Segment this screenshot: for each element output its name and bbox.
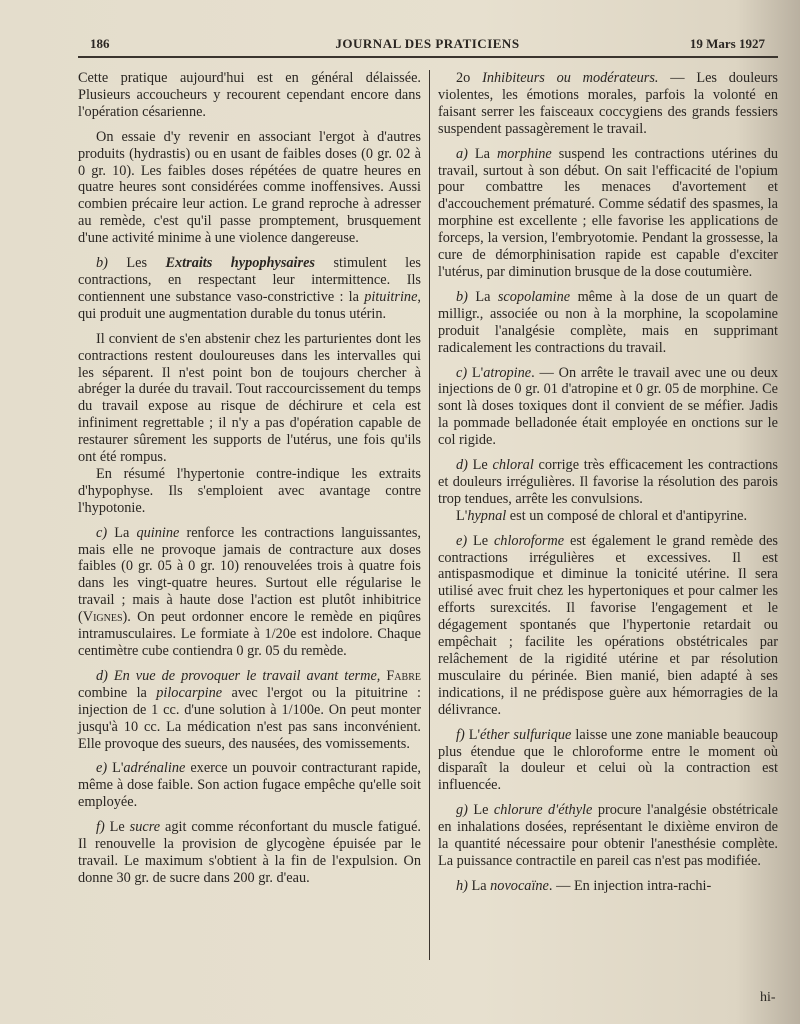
- paragraph-f-ether: f) L'éther sulfurique laisse une zone maniable beaucoup plus étendue que le chloroforme entre le moment où disparaît la douleur et celui où la contraction est influencée.: [438, 726, 778, 794]
- lead-in: En vue de provoquer le travail avant terme,: [113, 667, 381, 684]
- paragraph-a-morphine: a) La morphine suspend les contractions utérines du travail, surtout à son début. On sait l'efficacité de l'opium pour combattre les menaces d'avortement et d'accouchement prématuré. Comme sédatif des spasmes, la morphine est excellente ; elle favorise les applications de forceps, la version, l'embryotomie. Pendant la grossesse, la cure de démorphinisation rapide est capable d'exciter l'utérus, par diminution brusque de la dose coutumière.: [438, 145, 778, 280]
- term: atropine: [483, 364, 532, 381]
- author-name: Fabre: [386, 667, 421, 684]
- term: sucre: [129, 819, 161, 836]
- running-header: [90, 36, 765, 56]
- paragraph-e-chloroforme: e) Le chloroforme est également le grand remède des contractions irrégulières et excessives. Il est antispasmodique et diminue la tonicité utérine. Il sera utilisé avec fruit chez les hypertoniques et pour calmer les efforts surexcités. Il favorise l'engagement et le dégagement spontanés que l'hypertonie retardait ou empêchait ; facilite les opérations obstétricales par relâchement de la rigidité utérine et par résolution musculaire du périnée. Bien manié, bien adapté à ses indications, il ne prédispose guère aux hémorragies de la délivrance.: [438, 532, 778, 718]
- term: pilocarpine: [156, 684, 223, 701]
- item-letter: c): [456, 364, 468, 381]
- paragraph-h-novocaine: h) La novocaïne. — En injection intra-rachi-: [456, 877, 712, 894]
- term: éther sulfurique: [480, 726, 572, 743]
- term: Extraits hypophysaires: [165, 255, 315, 272]
- continued-fragment: hi-: [760, 990, 776, 1005]
- item-letter: b): [456, 288, 468, 305]
- item-letter: f): [96, 819, 105, 836]
- term: hypnal: [467, 507, 507, 524]
- paragraph-c-quinine: c) La quinine renforce les contractions languissantes, mais elle ne provoque jamais de contracture aux doses faibles (0 gr. 05 à 0 gr. 10) renouvelées trois à quatre fois dans les vingt-quatre heures. Surtout elle régularise le travail ; mais à haute dose l'action est plutôt inhibitrice (Vignes). On peut ordonner encore le remède en piqûres intramusculaires. Le formiate à 1/20e est indolore. Chaque centimètre cube contiendra 0 gr. 05 du remède.: [78, 524, 421, 659]
- paragraph: En résumé l'hypertonie contre-indique les extraits d'hypophyse. Ils s'emploient avec avantage contre l'hypotonie.: [78, 465, 421, 516]
- item-letter: h): [456, 877, 468, 894]
- paragraph-f-sucre: f) Le sucre agit comme réconfortant du muscle fatigué. Il renouvelle la provision de glycogène épuisée par le travail. Le maximum s'obtient à la fin de l'expulsion. On donne 30 gr. de sucre dans 200 gr. d'eau.: [78, 819, 421, 886]
- section-title: Inhibiteurs ou modérateurs.: [482, 70, 659, 86]
- author-name: Vignes: [82, 609, 123, 626]
- paragraph-b-scopolamine: b) La scopolamine même à la dose de un quart de milligr., associée ou non à la morphine, la scopolamine produit l'analgésie complète, mais en supprimant radicalement les contractions du travail.: [438, 288, 778, 356]
- term: novocaïne: [490, 877, 549, 894]
- paragraph: On essaie d'y revenir en associant l'ergot à d'autres produits (hydrastis) ou en usant de faibles doses (0 gr. 02 à 0 gr. 10). Les faibles doses répétées de quatre heures en quatre heures sont considérées comme inoffensives. Aussi combien précaire leur action. Le grand reproche à adresser au remède, c'est qu'il passe promptement, brusquement d'une activité minime à une violence dangereuse.: [78, 128, 421, 247]
- right-column: [438, 70, 778, 903]
- paragraph-e-adrenaline: e) L'adrénaline exerce un pouvoir contracturant rapide, même à dose faible. Son action fugace empêche qu'elle soit employée.: [78, 760, 421, 811]
- item-letter: c): [96, 524, 108, 541]
- term: chlorure d'éthyle: [493, 802, 593, 819]
- term: scopolamine: [497, 288, 571, 305]
- term: chloroforme: [493, 532, 565, 549]
- journal-title: JOURNAL DES PRATICIENS: [335, 36, 520, 51]
- header-rule: [78, 56, 778, 58]
- item-letter: f): [456, 726, 465, 743]
- paragraph-g-chlorure-ethyle: g) Le chlorure d'éthyle procure l'analgésie obstétricale en inhalations dosées, représentant le dixième environ de la quantité nécessaire pour obtenir l'anesthésie complète. La puissance contractile en pareil cas n'est pas modifiée.: [438, 802, 778, 869]
- item-letter: d): [456, 457, 468, 474]
- section-number: 2o: [456, 70, 471, 86]
- item-letter: a): [456, 145, 468, 162]
- paragraph-c-atropine: c) L'atropine. — On arrête le travail avec une ou deux injections de 0 gr. 01 d'atropine et 0 gr. 05 de morphine. Ce sont là doses toxiques dont il convient de se méfier. Jadis la pommade belladonée était employée en onctions sur le col rigide.: [438, 364, 779, 449]
- term: quinine: [136, 524, 180, 541]
- term: morphine: [496, 145, 552, 162]
- paragraph-hypnal: L'hypnal est un composé de chloral et d'antipyrine.: [456, 507, 748, 524]
- paragraph-d-pilocarpine: d) En vue de provoquer le travail avant terme, Fabre combine la pilocarpine avec l'ergot ou la pituitrine : injection de 1 cc. d'une solution à 1/100e. On peut monter jusqu'à 10 cc. La médication n'est pas sans inconvénient. Elle provoque des sueurs, des nausées, des vomissements.: [78, 667, 421, 752]
- column-divider: [429, 70, 430, 960]
- term: pituitrine: [364, 288, 418, 305]
- paragraph: Il convient de s'en abstenir chez les parturientes dont les contractions restent douloureuses dans les intervalles qui les séparent. Il n'est point bon de toujours chercher à abréger la durée du travail. Tout raccourcissement du temps du travail expose au risque de déchirure et cela est infiniment regrettable ; il n'y a pas d'opération capable de restaurer sûrement les supports de l'utérus, une fois qu'ils ont été rompus.: [78, 330, 421, 466]
- item-letter: b): [96, 255, 108, 272]
- issue-date: 19 Mars 1927: [689, 36, 765, 51]
- item-letter: e): [96, 760, 108, 777]
- item-letter: d): [96, 667, 108, 684]
- section-heading-inhibitors: 2o Inhibiteurs ou modérateurs. — Les douleurs violentes, les émotions morales, parfois la volonté en faisant serrer les faisceaux coccygiens des grands fessiers suspendent passagèrement le travail.: [438, 70, 778, 137]
- term: chloral: [492, 457, 534, 474]
- item-letter: e): [456, 532, 468, 549]
- page-number: 186: [90, 36, 110, 51]
- paragraph: Cette pratique aujourd'hui est en général délaissée. Plusieurs accoucheurs y recourent cependant encore dans l'opération césarienne.: [78, 70, 421, 120]
- paragraph-d-chloral: d) Le chloral corrige très efficacement les contractions et douleurs irrégulières. Il favorise la résolution des parois trop tendues, arrête les convulsions.: [438, 457, 778, 507]
- paragraph-b-hypophysis: b) Les Extraits hypophysaires stimulent les contractions, en respectant leur intermittence. Ils contiennent une substance vaso-constrictive : la pituitrine, qui produit une augmentation durable du tonus utérin.: [78, 255, 421, 322]
- term: adrénaline: [123, 760, 186, 777]
- left-column: [78, 70, 421, 895]
- item-letter: g): [456, 802, 468, 819]
